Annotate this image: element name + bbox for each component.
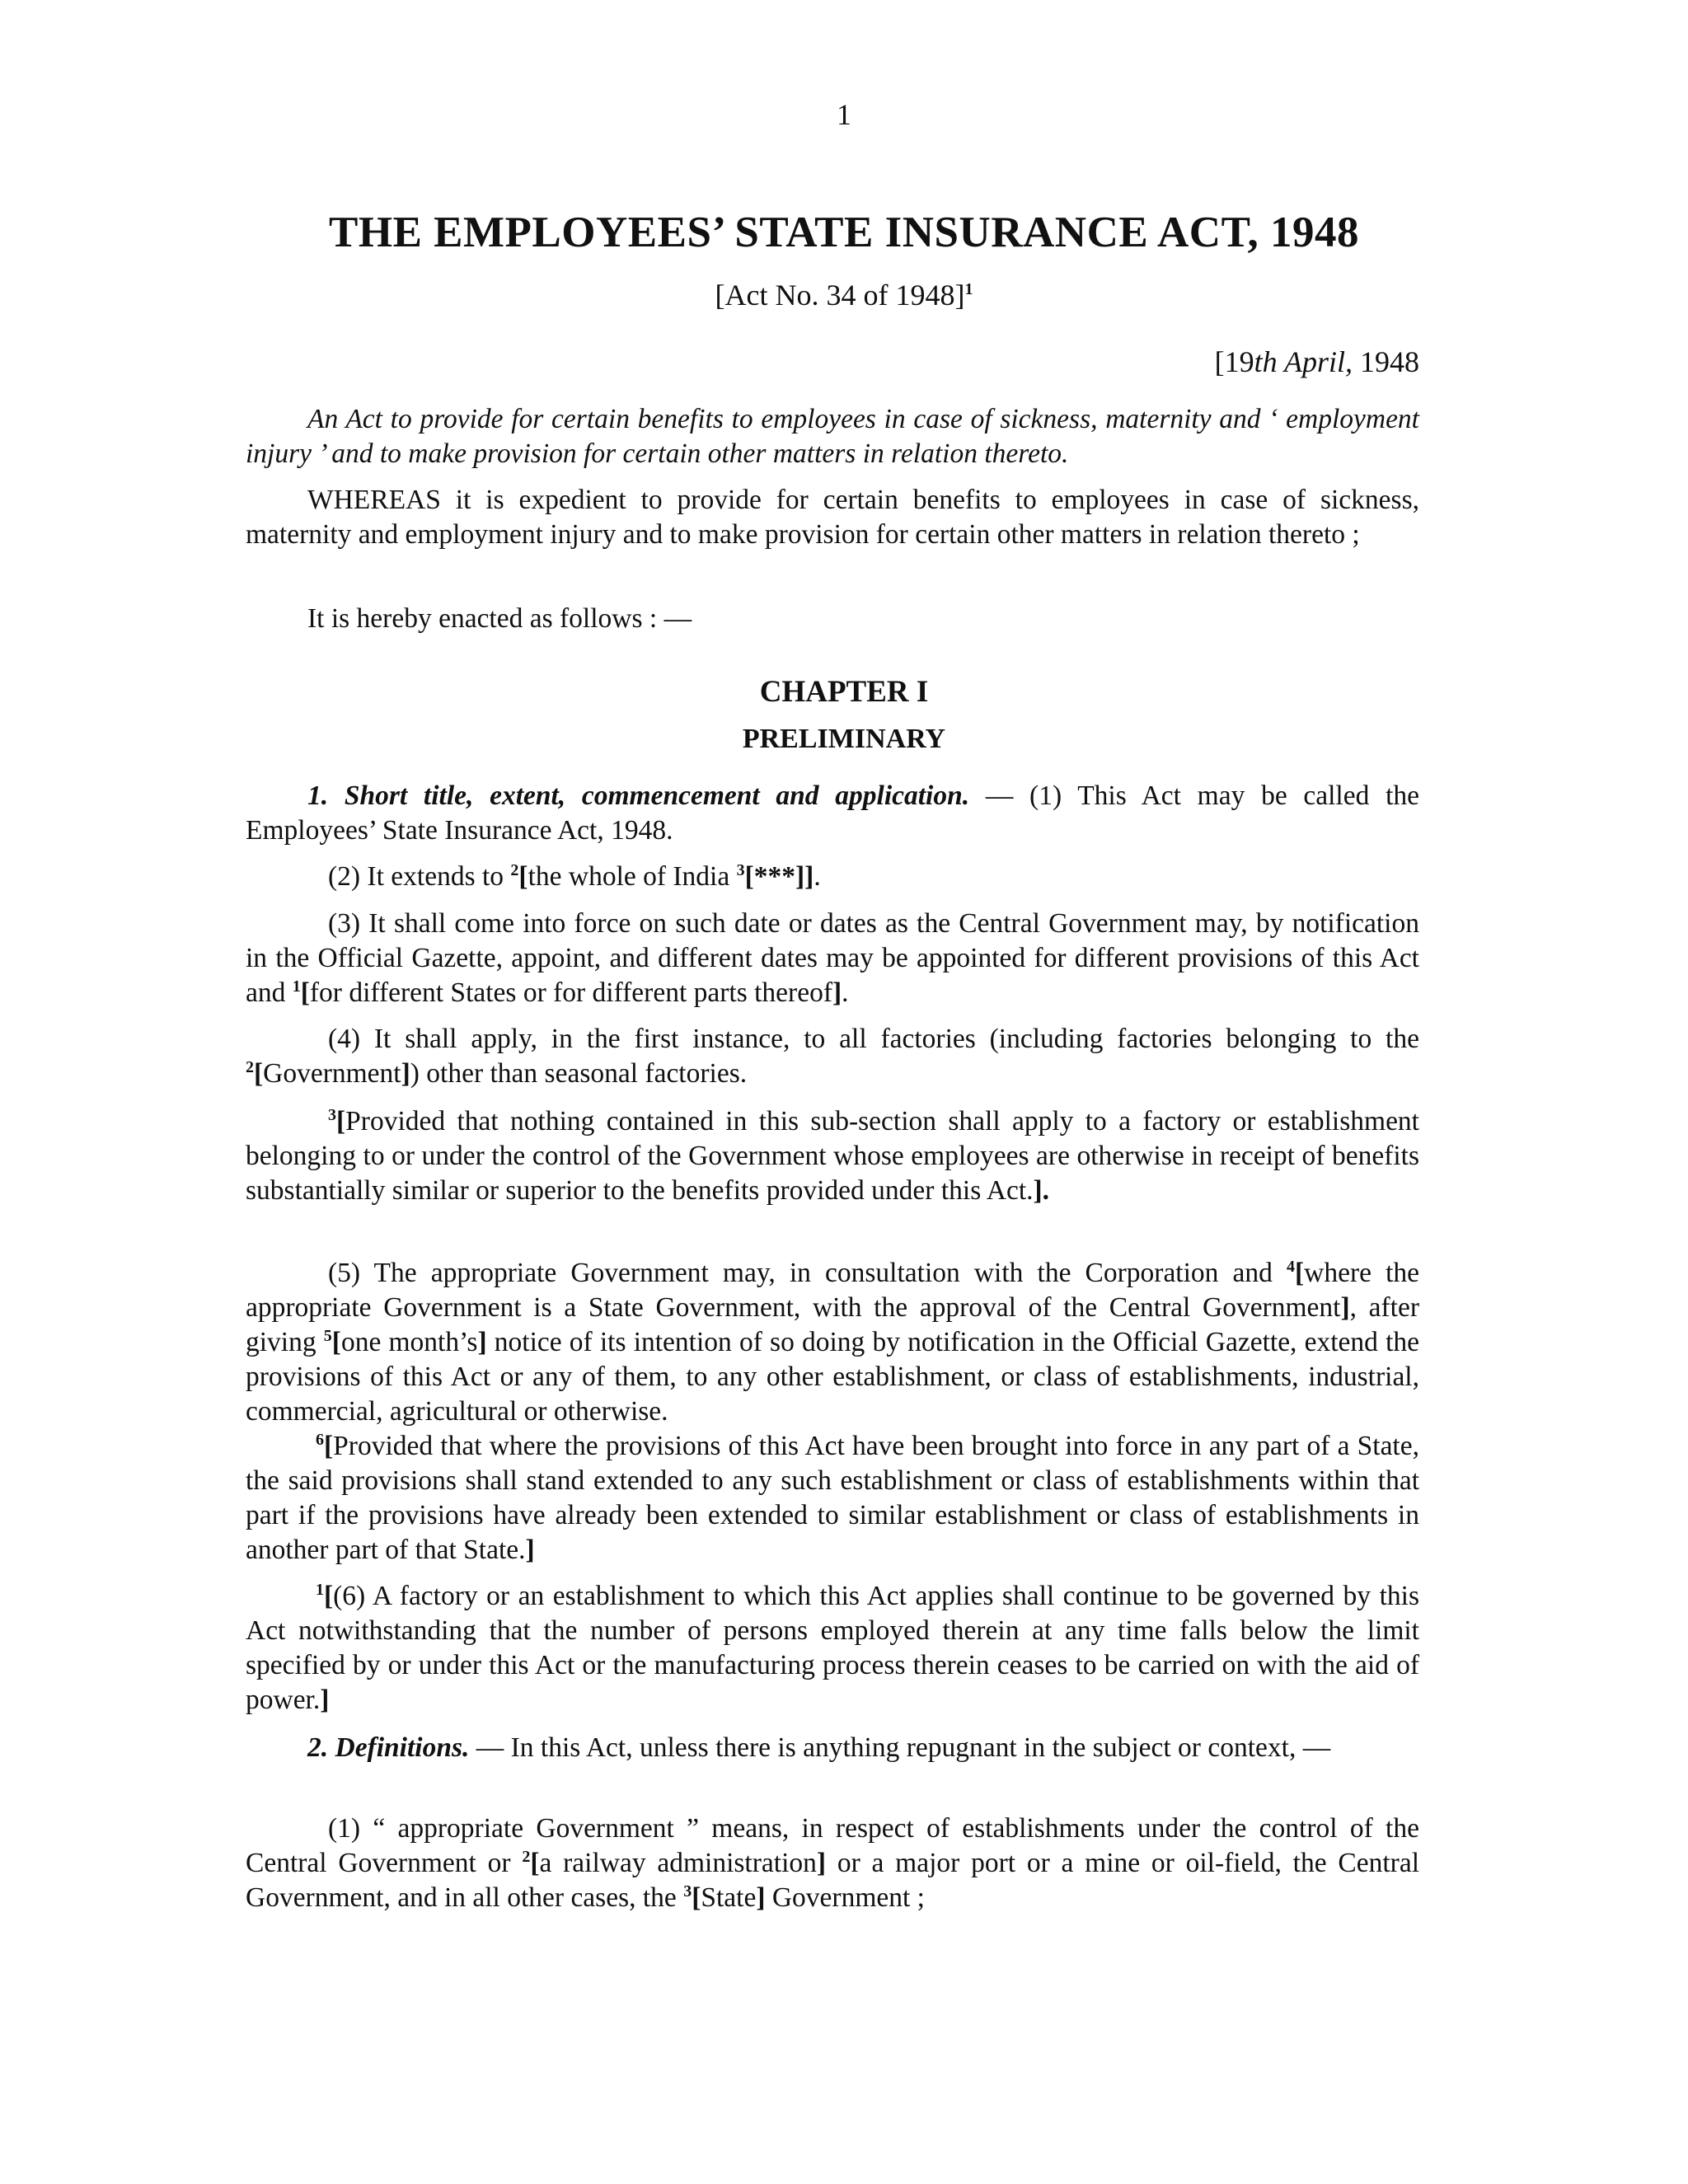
sub-2-text: . [814,861,821,892]
enactment-block [246,602,1419,636]
footnote-marker: 2 [246,1057,254,1076]
enactment-clause: It is hereby enacted as follows : — [307,603,692,634]
section-2-intro-text: — In this Act, unless there is anything repugnant in the subject or context, — [469,1732,1331,1763]
preamble-block [246,483,1419,552]
sub-5-text: one month’s [340,1327,478,1357]
bracket: ] [756,1882,766,1913]
section-2-definition-1 [246,1811,1419,1915]
preamble: WHEREAS it is expedient to provide for certain benefits to employees in case of sickness, maternity and employment injury and to make provision for certain other matters in relation thereto ; [246,485,1419,550]
sub-5-text: , after giving [246,1292,1419,1357]
bracket: [ [324,1581,334,1611]
footnote-marker: 1 [316,1580,324,1599]
section-1-proviso-1 [246,1104,1419,1208]
bracket: [ [300,977,310,1008]
sub-4-text: ) other than seasonal factories. [410,1058,748,1089]
sub-3-text: (3) It shall come into force on such date or dates as the Central Government may, by notification in the Official Gazette, appoint, and different dates may be appointed for different provisions of this Act and [246,908,1419,1008]
act-number-footnote: 1 [964,280,973,298]
bracket: ] [832,977,842,1008]
page-number: 1 [837,98,851,131]
bracket: ] [816,1848,827,1878]
section-1-sub-1-text: — (1) This Act may be called the Employees’ State Insurance Act, 1948. [246,780,1419,846]
section-1-proviso-2 [246,1429,1419,1568]
proviso-2-text: Provided that where the provisions of this Act have been brought into force in any part of a State, the said provisions shall stand extended to any such establishment or class of establishments within that part if the provisions have already been extended to similar establishment or class of establishments in another part of that State. [246,1431,1419,1565]
footnote-marker: 4 [1286,1257,1295,1276]
bracket: ] [1340,1292,1350,1323]
bracket: [***]] [744,861,814,892]
footnote-marker: 2 [522,1847,531,1866]
definition-1-text: State [701,1882,757,1913]
proviso-1-text: Provided that nothing contained in this sub-section shall apply to a factory or establishment belonging to or under the control of the Government whose employees are otherwise in receipt of benefits substantially similar or superior to the benefits provided under this Act. [246,1106,1419,1206]
bracket: [ [1294,1258,1305,1288]
chapter-number: CHAPTER I [759,675,929,709]
sub-2-text: (2) It extends to [328,861,511,892]
definition-1-text: or a major port or a mine or oil-field, the Central Government, and in all other cases, the [246,1848,1419,1913]
bracket: [ [324,1431,334,1461]
act-number [0,278,1688,312]
bracket: [ [331,1327,341,1357]
sub-4-text: Government [263,1058,401,1089]
definition-1-text: (1) “ appropriate Government ” means, in respect of establishments under the control of the Central Government or [246,1813,1419,1878]
section-2-intro [246,1731,1419,1765]
footnote-marker: 3 [328,1105,336,1124]
footnote-marker: 2 [510,860,519,879]
sub-4-text: (4) It shall apply, in the first instance, to all factories (including factories belonging to the [328,1024,1419,1054]
sub-2-text: the whole of India [528,861,737,892]
date-year: 1948 [1353,345,1419,378]
chapter-name: PRELIMINARY [742,724,946,754]
section-2-heading: 2. Definitions. [307,1732,470,1763]
footnote-marker: 1 [292,977,301,996]
section-1-sub-1 [246,779,1419,848]
sub-5-text: where the appropriate Government is a State Government, with the approval of the Central Government [246,1258,1419,1323]
footnote-marker: 3 [736,860,745,879]
section-1-heading: 1. Short title, extent, commencement and application. [307,780,970,811]
long-title-block [246,402,1419,471]
section-1-sub-6 [246,1579,1419,1718]
act-number-text: [Act No. 34 of 1948] [715,279,965,312]
bracket: ] [401,1058,410,1089]
enactment-date [1215,344,1419,379]
definition-1-text: Government ; [765,1882,925,1913]
bracket: ] [320,1685,330,1715]
bracket: [ [336,1106,346,1137]
date-open: [19 [1214,345,1254,378]
section-1-sub-4 [246,1022,1419,1091]
section-1-sub-2 [246,860,1419,894]
date-italic: th April, [1254,345,1353,378]
footnote-marker: 5 [323,1326,332,1345]
sub-5-text: notice of its intention of so doing by notification in the Official Gazette, extend the provisions of this Act or any of them, to any other establishment, or class of establishments, industrial, commercial, agricultural or otherwise. [246,1327,1419,1427]
sub-3-text: . [842,977,849,1008]
sub-6-text: (6) A factory or an establishment to which this Act applies shall continue to be governed by this Act notwithstanding that the number of persons employed therein at any time falls below the limit specified by or under this Act or the manufacturing process therein ceases to be carried on with the aid of power. [246,1581,1419,1715]
bracket: [ [254,1058,264,1089]
footnote-marker: 6 [316,1430,324,1449]
bracket: ]. [1033,1175,1050,1206]
long-title: An Act to provide for certain benefits to employees in case of sickness, maternity and ‘ employment injury ’ and to make provision for certain other matters in relation thereto. [246,404,1419,469]
footnote-marker: 3 [683,1882,692,1900]
definition-1-text: a railway administration [539,1848,817,1878]
section-1-sub-5 [246,1256,1419,1429]
sub-3-text: for different States or for different parts thereof [309,977,832,1008]
bracket: ] [477,1327,487,1357]
bracket: ] [525,1535,535,1565]
act-title: THE EMPLOYEES’ STATE INSURANCE ACT, 1948 [329,209,1359,256]
bracket: [ [530,1848,540,1878]
sub-5-text: (5) The appropriate Government may, in consultation with the Corporation and [328,1258,1287,1288]
section-1-sub-3 [246,907,1419,1010]
bracket: [ [518,861,528,892]
bracket: [ [692,1882,701,1913]
